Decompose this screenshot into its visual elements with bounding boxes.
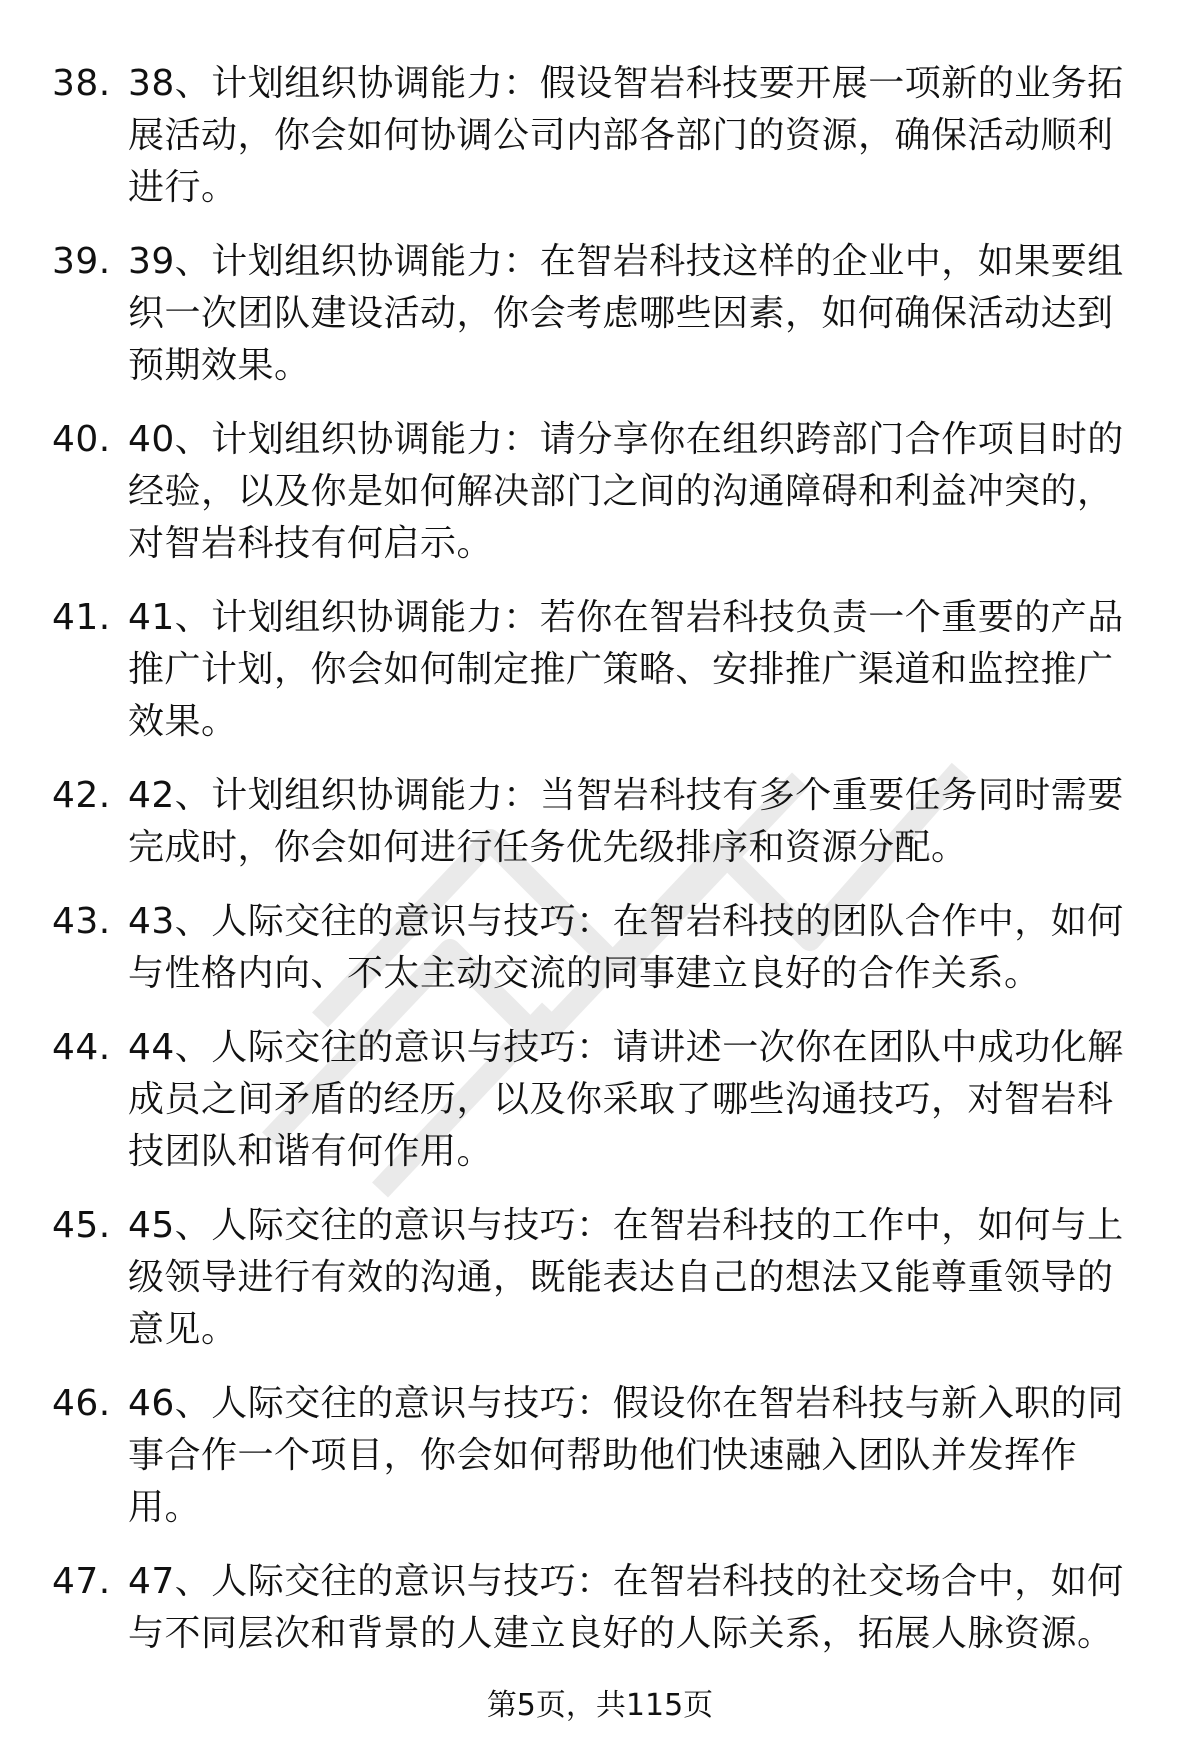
question-text: 40、计划组织协调能力：请分享你在组织跨部门合作项目时的经验，以及你是如何解决部门之间的沟通障碍和利益冲突的，对智岩科技有何启示。 bbox=[128, 419, 1124, 564]
question-item bbox=[52, 236, 1144, 392]
question-text: 38、计划组织协调能力：假设智岩科技要开展一项新的业务拓展活动，你会如何协调公司内部各部门的资源，确保活动顺利进行。 bbox=[128, 63, 1124, 208]
question-number: 46. bbox=[52, 1383, 111, 1424]
question-number: 47. bbox=[52, 1561, 111, 1602]
question-item bbox=[52, 1556, 1144, 1660]
question-list bbox=[52, 58, 1144, 1682]
question-item bbox=[52, 1378, 1144, 1534]
question-number: 41. bbox=[52, 597, 111, 638]
question-number: 43. bbox=[52, 901, 111, 942]
question-text: 45、人际交往的意识与技巧：在智岩科技的工作中，如何与上级领导进行有效的沟通，既能表达自己的想法又能尊重领导的意见。 bbox=[128, 1205, 1124, 1350]
question-number: 42. bbox=[52, 775, 111, 816]
question-number: 40. bbox=[52, 419, 111, 460]
question-text: 42、计划组织协调能力：当智岩科技有多个重要任务同时需要完成时，你会如何进行任务优先级排序和资源分配。 bbox=[128, 775, 1124, 868]
question-number: 44. bbox=[52, 1027, 111, 1068]
question-item bbox=[52, 1200, 1144, 1356]
question-number: 45. bbox=[52, 1205, 111, 1246]
question-number: 39. bbox=[52, 241, 111, 282]
question-text: 46、人际交往的意识与技巧：假设你在智岩科技与新入职的同事合作一个项目，你会如何帮助他们快速融入团队并发挥作用。 bbox=[128, 1383, 1124, 1528]
question-item bbox=[52, 592, 1144, 748]
question-item bbox=[52, 1022, 1144, 1178]
question-text: 43、人际交往的意识与技巧：在智岩科技的团队合作中，如何与性格内向、不太主动交流的同事建立良好的合作关系。 bbox=[128, 901, 1124, 994]
question-text: 39、计划组织协调能力：在智岩科技这样的企业中，如果要组织一次团队建设活动，你会考虑哪些因素，如何确保活动达到预期效果。 bbox=[128, 241, 1124, 386]
question-number: 38. bbox=[52, 63, 111, 104]
question-item bbox=[52, 414, 1144, 570]
page-footer: 第5页，共115页 bbox=[486, 1688, 714, 1723]
question-item bbox=[52, 770, 1144, 874]
question-text: 44、人际交往的意识与技巧：请讲述一次你在团队中成功化解成员之间矛盾的经历，以及你采取了哪些沟通技巧，对智岩科技团队和谐有何作用。 bbox=[128, 1027, 1124, 1172]
question-item bbox=[52, 58, 1144, 214]
question-text: 47、人际交往的意识与技巧：在智岩科技的社交场合中，如何与不同层次和背景的人建立良好的人际关系，拓展人脉资源。 bbox=[128, 1561, 1124, 1654]
question-item bbox=[52, 896, 1144, 1000]
question-text: 41、计划组织协调能力：若你在智岩科技负责一个重要的产品推广计划，你会如何制定推广策略、安排推广渠道和监控推广效果。 bbox=[128, 597, 1124, 742]
